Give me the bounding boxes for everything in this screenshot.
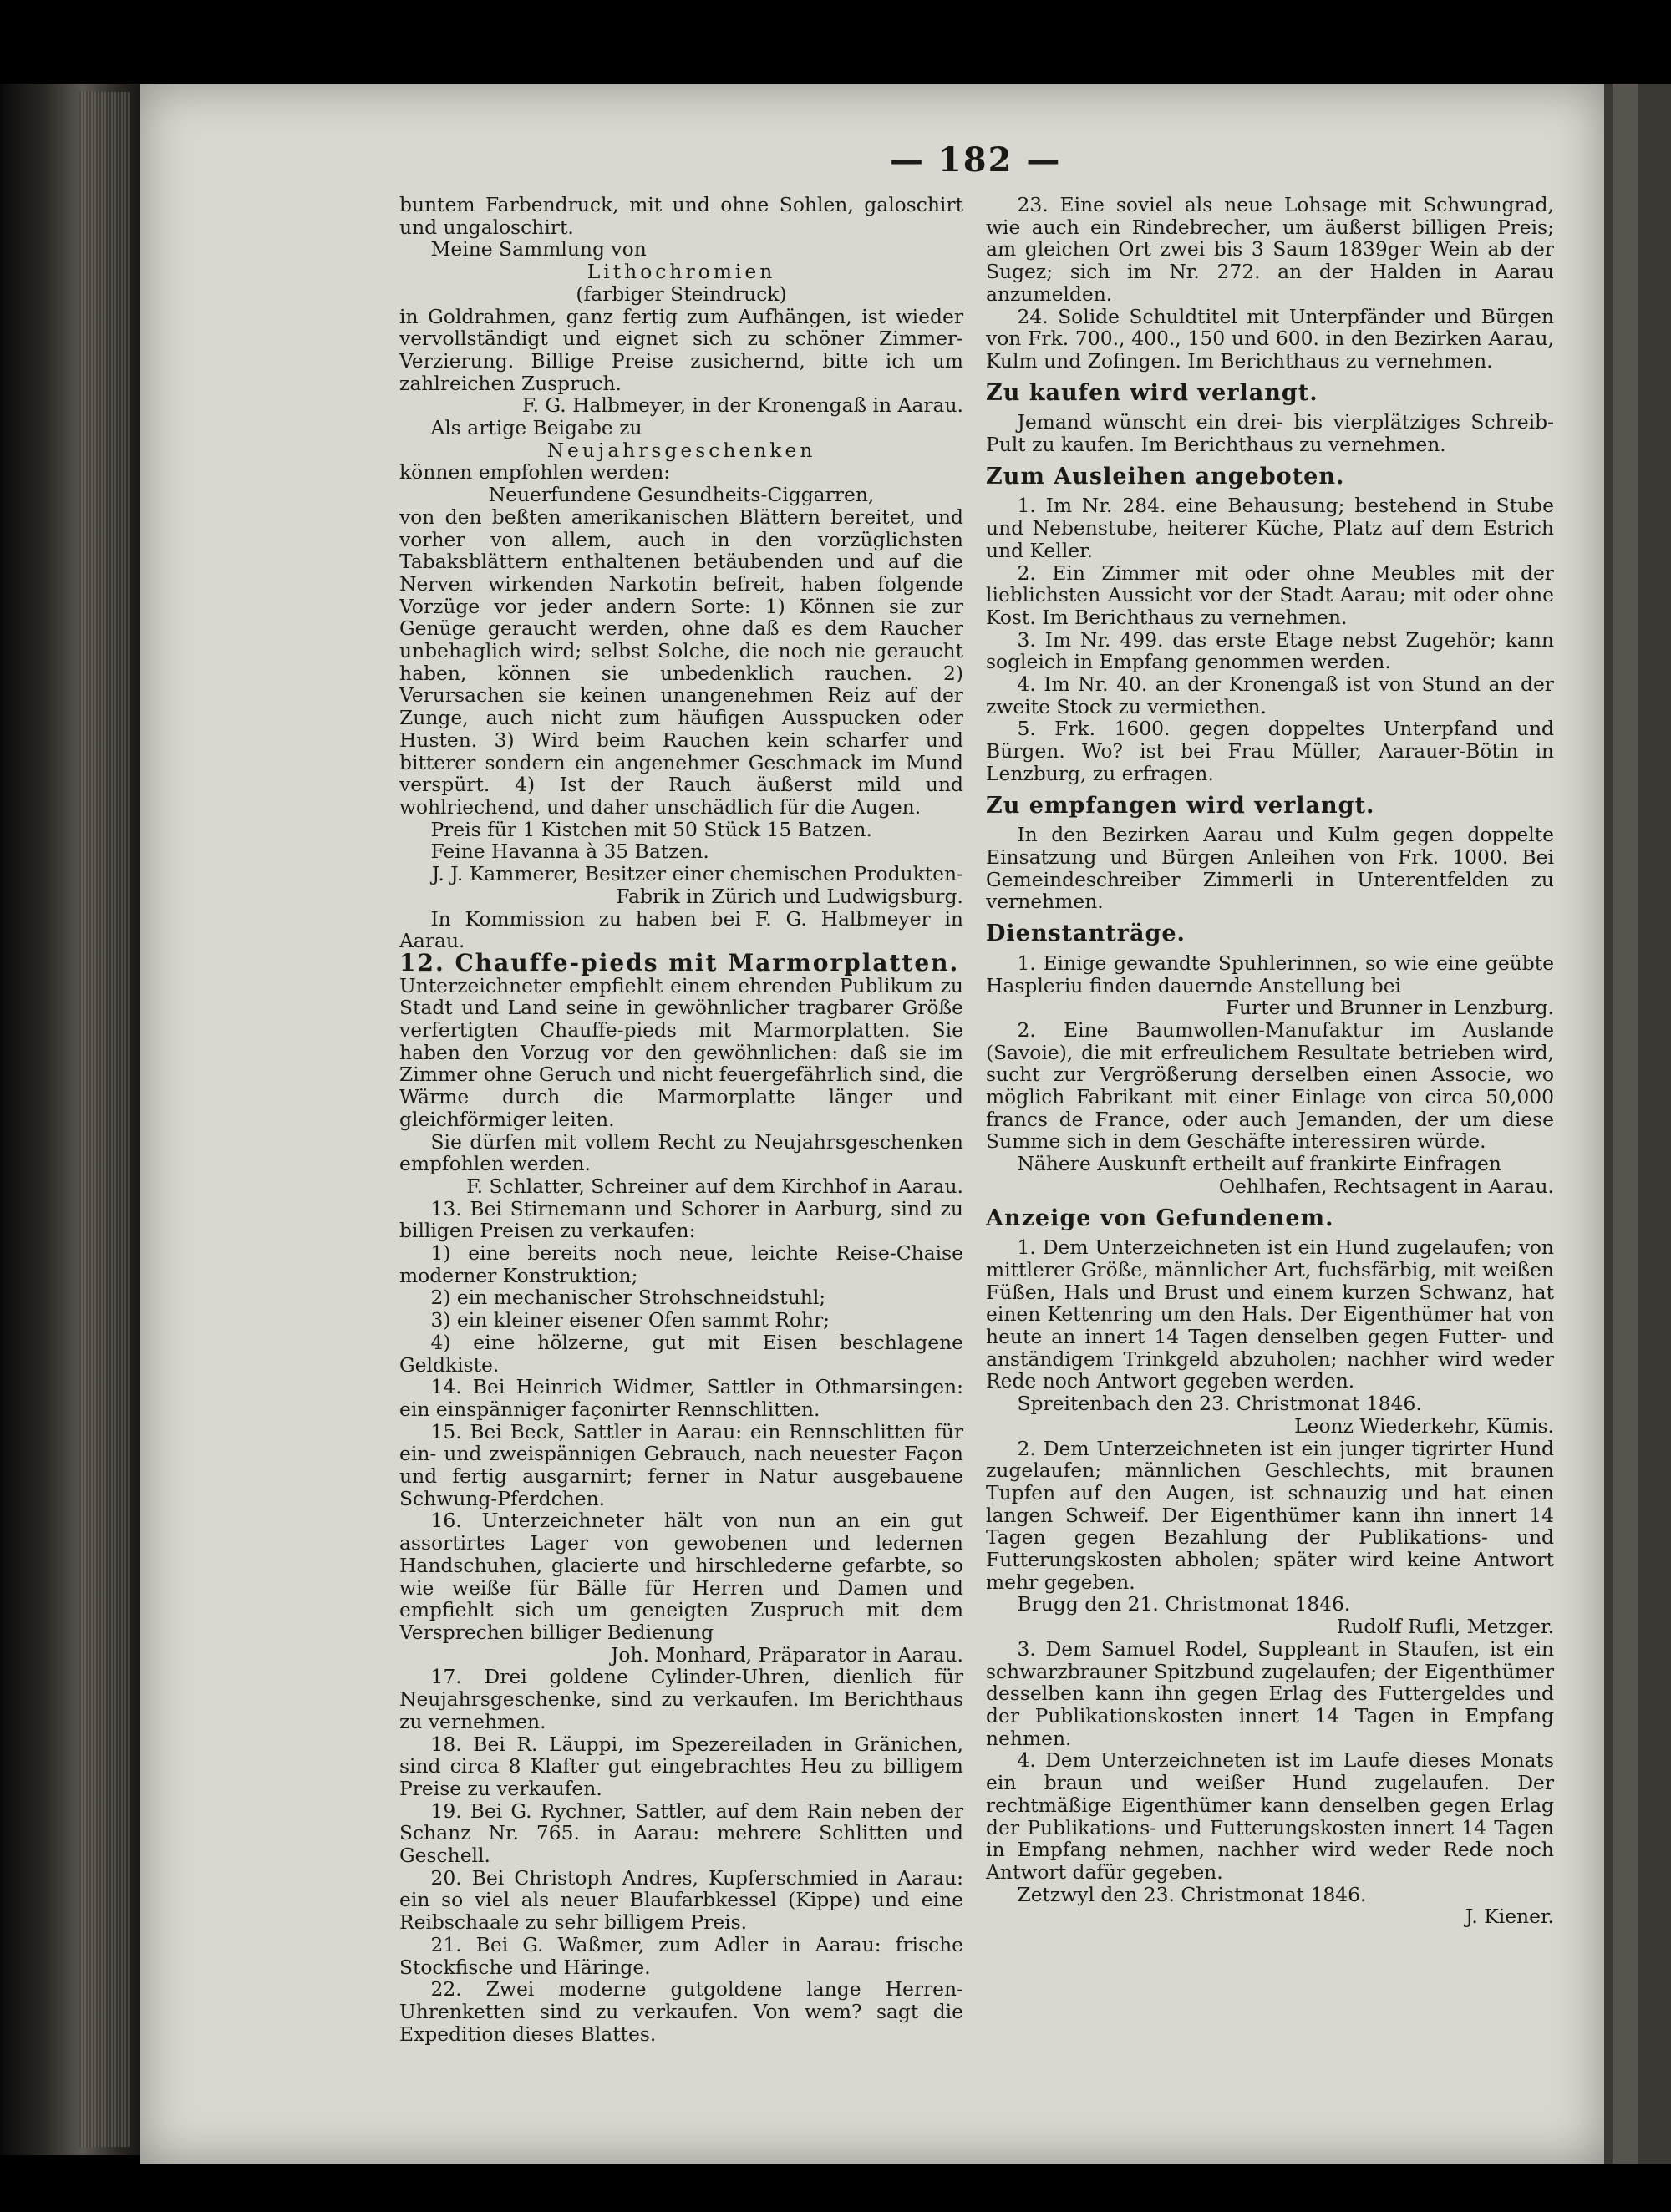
text-paragraph: J. Kiener.: [1465, 1905, 1554, 1929]
page-number: — 182 —: [890, 140, 1062, 180]
right-page-edge-inner: [1613, 84, 1638, 2164]
text-paragraph: 1) eine bereits noch neue, leichte Reise-Chaise moderner Konstruktion;: [399, 1241, 963, 1287]
text-paragraph: Meine Sammlung von: [430, 237, 647, 261]
text-paragraph: buntem Farbendruck, mit und ohne Sohlen, galoschirt und ungaloschirt.: [399, 193, 963, 239]
left-column: [399, 194, 963, 2045]
text-paragraph: Neuerfundene Gesundheits-Ciggarren,: [488, 483, 875, 507]
section-heading: Anzeige von Gefundenem.: [986, 1205, 1334, 1231]
text-paragraph: (farbiger Steindruck): [576, 282, 787, 306]
text-paragraph: Furter und Brunner in Lenzburg.: [1225, 996, 1554, 1020]
text-paragraph: Rudolf Rufli, Metzger.: [1336, 1615, 1554, 1639]
text-paragraph: F. Schlatter, Schreiner auf dem Kirchhof in Aarau.: [466, 1174, 963, 1198]
text-paragraph: 4. Dem Unterzeichneten ist im Laufe dieses Monats ein braun und weißer Hund zugelaufen. Der rechtmäßige Eigenthümer kann denselben gegen Erlag der Publikations- und Futterungskosten innert 14 Tagen in Empfang nehmen, nachher wird weder Rede noch Antwort dafür gegeben.: [986, 1748, 1554, 1884]
text-paragraph: Neujahrsgeschenken: [546, 438, 816, 462]
section-heading: Zum Ausleihen angeboten.: [986, 463, 1345, 490]
text-paragraph: 19. Bei G. Rychner, Sattler, auf dem Rain neben der Schanz Nr. 765. in Aarau: mehrere Schlitten und Geschell.: [399, 1799, 963, 1868]
text-paragraph: Jemand wünscht ein drei- bis vierplätziges Schreib-Pult zu kaufen. Im Berichthaus zu vernehmen.: [986, 410, 1554, 457]
text-paragraph: Leonz Wiederkehr, Kümis.: [1294, 1413, 1554, 1438]
text-paragraph: 24. Solide Schuldtitel mit Unterpfänder und Bürgen von Frk. 700., 400., 150 und 600. in den Bezirken Aarau, Kulm und Zofingen. Im Berichthaus zu vernehmen.: [986, 304, 1554, 373]
text-paragraph: 2. Eine Baumwollen-Manufaktur im Auslande (Savoie), die mit erfreulichem Resultate betrieben wird, sucht zur Vergrößerung derselben einen Associe, wo möglich Fabrikant mit einer Einlage von circa 50,000 francs de France, oder auch Jemanden, der um diese Summe sich in dem Geschäfte interessiren würde.: [986, 1017, 1554, 1154]
text-paragraph: 1. Dem Unterzeichneten ist ein Hund zugelaufen; von mittlerer Größe, männlicher Art, fuchsfärbig, mit weißen Füßen, Hals und Brust und einem kurzen Schwanz, hat einen Kettenring um den Hals. Der Eigenthümer hat von heute an innert 14 Tagen denselben gegen Futter- und anständigem Trinkgeld abzuholen; nachher wird weder Rede noch Antwort gegeben werden.: [986, 1235, 1554, 1393]
text-paragraph: 2. Dem Unterzeichneten ist ein junger tigrirter Hund zugelaufen; männlichen Geschlechts, mit braunen Tupfen auf den Augen, ist schnauzig und hat einen langen Schweif. Der Eigenthümer kann ihn innert 14 Tagen gegen Bezahlung der Publikations- und Futterungskosten abholen; später wird keine Antwort mehr gegeben.: [986, 1436, 1554, 1594]
text-paragraph: 15. Bei Beck, Sattler in Aarau: ein Rennschlitten für ein- und zweispännigen Gebrauch, nach neuester Façon und fertig ausgarnirt; ferner in Natur ausgebauene Schwung-Pferdchen.: [399, 1419, 963, 1510]
section-heading: Zu empfangen wird verlangt.: [986, 792, 1375, 819]
text-paragraph: Preis für 1 Kistchen mit 50 Stück 15 Batzen.: [430, 817, 872, 841]
text-paragraph: 23. Eine soviel als neue Lohsage mit Schwungrad, wie auch ein Rindebrecher, um äußerst billigen Preis; am gleichen Ort zwei bis 3 Saum 1839ger Wein ab der Sugez; sich im Nr. 272. an der Halden in Aarau anzumelden.: [986, 193, 1554, 306]
text-paragraph: Oehlhafen, Rechtsagent in Aarau.: [1218, 1174, 1554, 1198]
text-paragraph: 18. Bei R. Läuppi, im Spezereiladen in Gränichen, sind circa 8 Klafter gut eingebrachtes Heu zu billigem Preise zu verkaufen.: [399, 1732, 963, 1800]
text-paragraph: 1. Einige gewandte Spuhlerinnen, so wie eine geübte Haspleriu finden dauernde Anstellung bei: [986, 951, 1554, 997]
text-paragraph: 4) eine hölzerne, gut mit Eisen beschlagene Geldkiste.: [399, 1330, 963, 1377]
text-paragraph: Unterzeichneter empfiehlt einem ehrenden Publikum zu Stadt und Land seine in gewöhnlicher tragbarer Größe verfertigten Chauffe-pieds mit Marmorplatten. Sie haben den Vorzug vor den gewöhnlichen: daß sie im Zimmer ohne Geruch und nicht feuergefährlich sind, die Wärme durch die Marmorplatte länger und gleichförmiger leiten.: [399, 973, 963, 1131]
text-paragraph: in Goldrahmen, ganz fertig zum Aufhängen, ist wieder vervollständigt und eignet sich zu schöner Zimmer-Verzierung. Billige Preise zusichernd, bitte ich um zahlreichen Zuspruch.: [399, 304, 963, 395]
text-paragraph: Sie dürfen mit vollem Recht zu Neujahrsgeschenken empfohlen werden.: [399, 1129, 963, 1176]
text-paragraph: In Kommission zu haben bei F. G. Halbmeyer in Aarau.: [399, 906, 963, 953]
text-paragraph: 3. Im Nr. 499. das erste Etage nebst Zugehör; kann sogleich in Empfang genommen werden.: [986, 627, 1554, 674]
right-column: [986, 194, 1554, 1928]
text-paragraph: können empfohlen werden:: [399, 460, 671, 485]
text-paragraph: von den beßten amerikanischen Blättern bereitet, und vorher von allem, auch in den vorzüglichsten Tabaksblättern enthaltenen betäubenden und auf die Nerven wirkenden Narkotin befreit, haben folgende Vorzüge vor jeder andern Sorte: 1) Können sie zur Genüge geraucht werden, ohne daß es dem Raucher unbehaglich wird; selbst Solche, die noch nie geraucht haben, können sie unbedenklich rauchen. 2) Verursachen sie keinen unangenehmen Reiz auf der Zunge, auch nicht zum häufigen Ausspucken oder Husten. 3) Wird beim Rauchen kein scharfer und bitterer sondern ein angenehmer Geschmack im Mund verspürt. 4) Ist der Rauch äußerst mild und wohlriechend, und daher unschädlich für die Augen.: [399, 505, 963, 819]
book-page-stack: [79, 92, 130, 2147]
text-paragraph: 1. Im Nr. 284. eine Behausung; bestehend in Stube und Nebenstube, heiterer Küche, Platz auf dem Estrich und Keller.: [986, 494, 1554, 562]
text-paragraph: In den Bezirken Aarau und Kulm gegen doppelte Einsatzung und Bürgen Anleihen von Frk. 1000. Bei Gemeindeschreiber Zimmerli in Unterentfelden zu vernehmen.: [986, 823, 1554, 914]
text-paragraph: 3) ein kleiner eisener Ofen sammt Rohr;: [430, 1308, 830, 1332]
text-paragraph: Als artige Beigabe zu: [430, 416, 642, 440]
text-paragraph: 12. Chauffe-pieds mit Marmorplatten.: [399, 948, 960, 977]
text-paragraph: 13. Bei Stirnemann und Schorer in Aarburg, sind zu billigen Preisen zu verkaufen:: [399, 1196, 963, 1243]
section-heading: Zu kaufen wird verlangt.: [986, 379, 1318, 406]
text-paragraph: 3. Dem Samuel Rodel, Suppleant in Staufen, ist ein schwarzbrauner Spitzbund zugelaufen; der Eigenthümer desselben kann ihn gegen Erlag des Futtergeldes und der Publikationskosten innert 14 Tagen in Empfang nehmen.: [986, 1636, 1554, 1750]
text-paragraph: 2) ein mechanischer Strohschneidstuhl;: [430, 1286, 826, 1310]
text-paragraph: 14. Bei Heinrich Widmer, Sattler in Othmarsingen: ein einspänniger façonirter Rennschlitten.: [399, 1375, 963, 1421]
text-paragraph: 17. Drei goldene Cylinder-Uhren, dienlich für Neujahrsgeschenke, sind zu verkaufen. Im Berichthaus zu vernehmen.: [399, 1665, 963, 1733]
text-paragraph: 20. Bei Christoph Andres, Kupferschmied in Aarau: ein so viel als neuer Blaufarbkessel (Kippe) und eine Reibschaale zu sehr billigem Preis.: [399, 1865, 963, 1935]
text-paragraph: Brugg den 21. Christmonat 1846.: [1017, 1592, 1351, 1616]
text-paragraph: Zetzwyl den 23. Christmonat 1846.: [1017, 1882, 1367, 1906]
text-paragraph: Feine Havanna à 35 Batzen.: [430, 840, 709, 864]
text-paragraph: 16. Unterzeichneter hält von nun an ein gut assortirtes Lager von gewobenen und ledernen Handschuhen, glacierte und hirschlederne gefarbte, so wie weiße für Bälle für Herren und Damen und empfiehlt sich um geneigten Zuspruch mit dem Versprechen billiger Bedienung: [399, 1509, 963, 1644]
text-paragraph: 4. Im Nr. 40. an der Kronengaß ist von Stund an der zweite Stock zu vermiethen.: [986, 672, 1554, 718]
text-paragraph: Spreitenbach den 23. Christmonat 1846.: [1017, 1392, 1422, 1416]
text-paragraph: F. G. Halbmeyer, in der Kronengaß in Aarau.: [521, 393, 963, 418]
text-paragraph: 2. Ein Zimmer mit oder ohne Meubles mit der lieblichsten Aussicht vor der Stadt Aarau; mit oder ohne Kost. Im Berichthaus zu vernehmen.: [986, 561, 1554, 629]
text-paragraph: Nähere Auskunft ertheilt auf frankirte Einfragen: [1017, 1152, 1501, 1176]
text-paragraph: 5. Frk. 1600. gegen doppeltes Unterpfand und Bürgen. Wo? ist bei Frau Müller, Aarauer-Bötin in Lenzburg, zu erfragen.: [986, 717, 1554, 785]
text-paragraph: Joh. Monhard, Präparator in Aarau.: [611, 1642, 963, 1667]
text-paragraph: J. J. Kammerer, Besitzer einer chemischen Produkten-Fabrik in Zürich und Ludwigsburg.: [431, 862, 963, 908]
text-paragraph: 22. Zwei moderne gutgoldene lange Herren-Uhrenketten sind zu verkaufen. Von wem? sagt die Expedition dieses Blattes.: [399, 1977, 963, 2046]
text-paragraph: Lithochromien: [587, 260, 776, 284]
text-paragraph: 21. Bei G. Waßmer, zum Adler in Aarau: frische Stockfische und Häringe.: [399, 1932, 963, 1979]
section-heading: Dienstanträge.: [986, 921, 1186, 947]
